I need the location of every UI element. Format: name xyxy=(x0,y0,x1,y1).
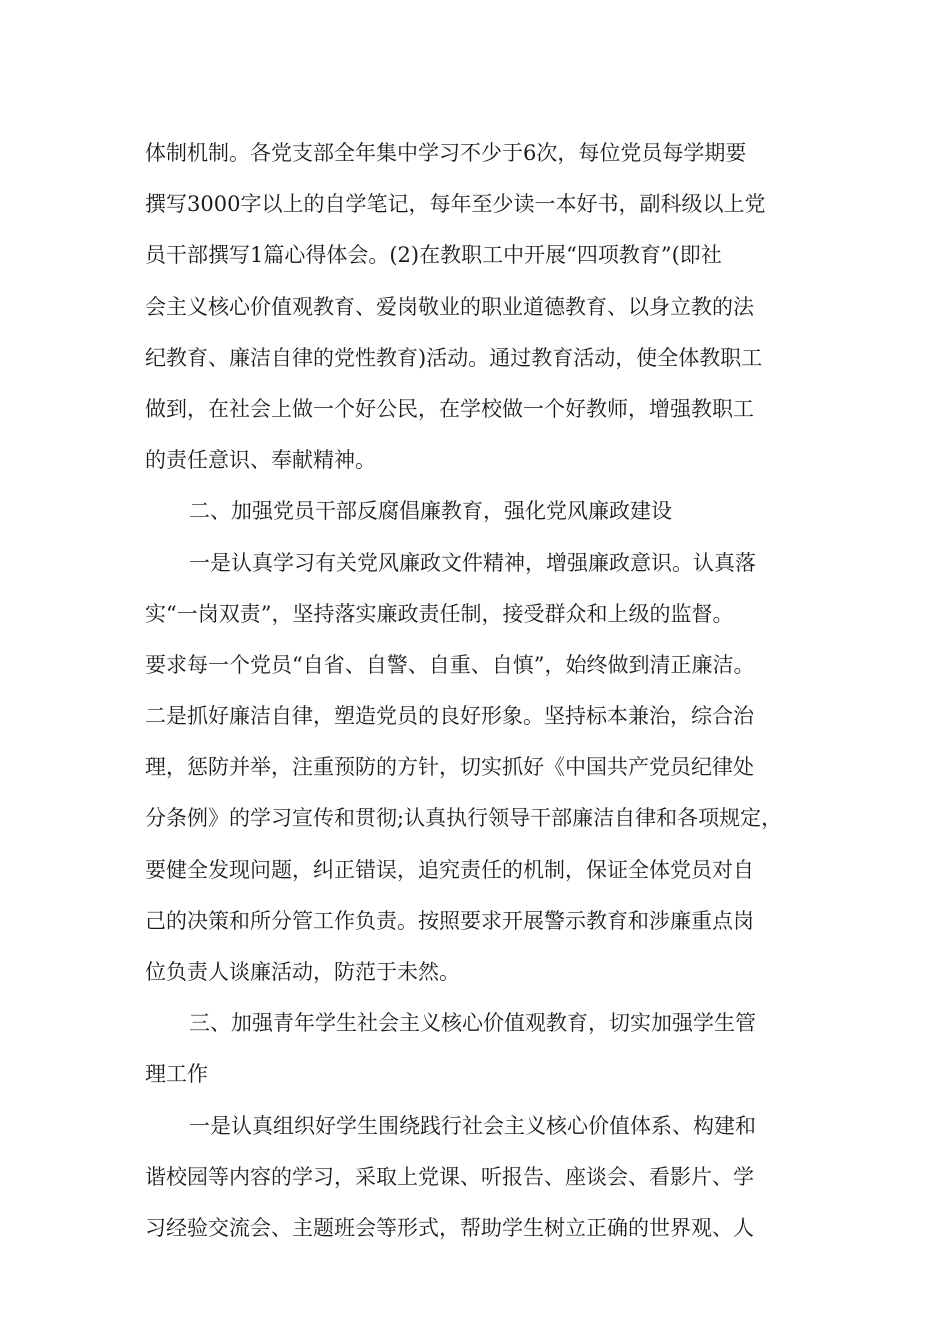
section-heading: 二、加强党员干部反腐倡廉教育，强化党风廉政建设 xyxy=(189,499,672,524)
document-body xyxy=(145,128,815,1254)
section-heading: 三、加强青年学生社会主义核心价值观教育，切实加强学生管 xyxy=(189,1011,756,1036)
text-line: 实“一岗双责”，坚持落实廉政责任制，接受群众和上级的监督。 xyxy=(145,601,734,626)
text-line: 做到，在社会上做一个好公民，在学校做一个好教师，增强教职工 xyxy=(145,396,754,421)
text-line: 理，惩防并举，注重预防的方针，切实抓好《中国共产党员纪律处 xyxy=(145,755,754,780)
text-line: 纪教育、廉洁自律的党性教育)活动。通过教育活动，使全体教职工 xyxy=(145,345,763,370)
text-line: 己的决策和所分管工作负责。按照要求开展警示教育和涉廉重点岗 xyxy=(145,908,754,933)
text-line: 要求每一个党员“自省、自警、自重、自慎”，始终做到清正廉洁。 xyxy=(145,652,755,677)
text-line: 二是抓好廉洁自律，塑造党员的良好形象。坚持标本兼治，综合治 xyxy=(145,704,754,729)
text-line: 撰写3000字以上的自学笔记，每年至少读一本好书，副科级以上党 xyxy=(145,192,766,217)
text-line: 要健全发现问题，纠正错误，追究责任的机制，保证全体党员对自 xyxy=(145,857,754,882)
text-line: 员干部撰写1篇心得体会。(2)在教职工中开展“四项教育”(即社 xyxy=(145,243,722,268)
text-line: 习经验交流会、主题班会等形式，帮助学生树立正确的世界观、人 xyxy=(145,1215,754,1240)
text-line: 谐校园等内容的学习，采取上党课、听报告、座谈会、看影片、学 xyxy=(145,1164,754,1189)
section-heading-continuation: 理工作 xyxy=(145,1062,208,1087)
text-line: 位负责人谈廉活动，防范于未然。 xyxy=(145,960,460,984)
text-line: 的责任意识、奉献精神。 xyxy=(145,448,376,473)
text-line: 体制机制。各党支部全年集中学习不少于6次，每位党员每学期要 xyxy=(145,141,747,165)
text-line: 一是认真学习有关党风廉政文件精神，增强廉政意识。认真落 xyxy=(189,550,756,575)
text-line: 分条例》的学习宣传和贯彻;认真执行领导干部廉洁自律和各项规定， xyxy=(145,806,783,831)
text-line: 会主义核心价值观教育、爱岗敬业的职业道德教育、以身立教的法 xyxy=(145,294,754,319)
text-line: 一是认真组织好学生围绕践行社会主义核心价值体系、构建和 xyxy=(189,1113,756,1138)
